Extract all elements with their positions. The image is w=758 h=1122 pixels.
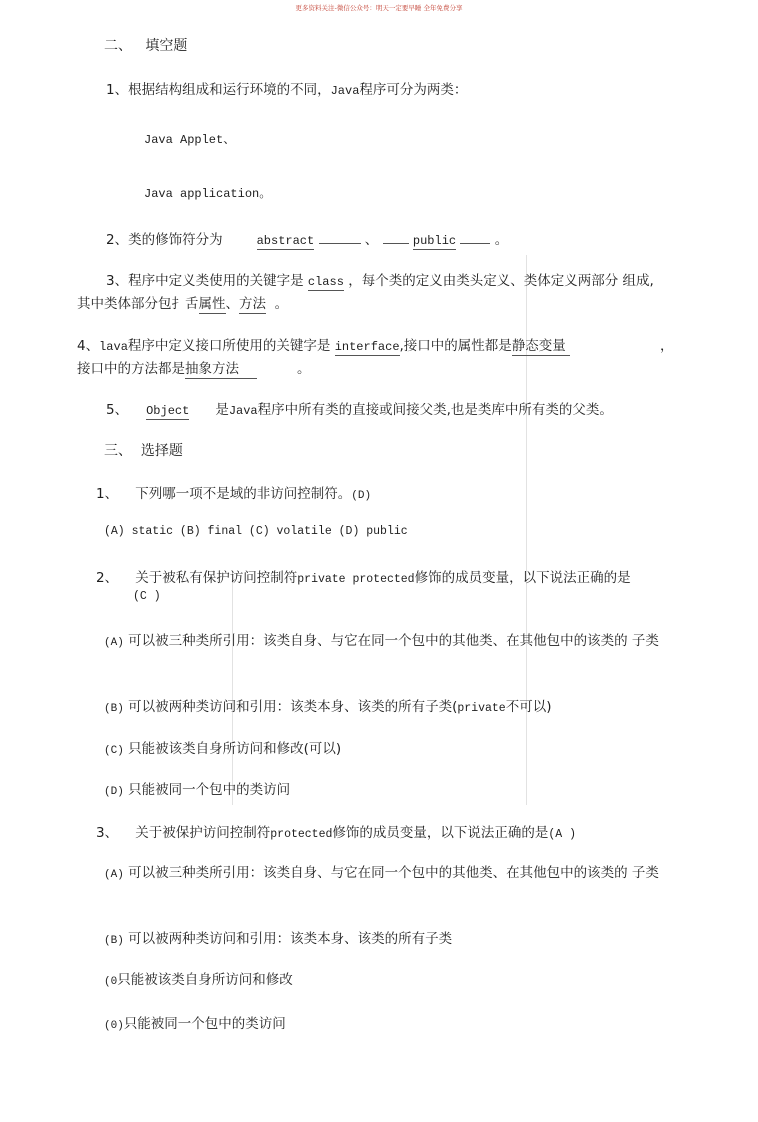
option-text: 只能被该类自身所访问和修改(可以) xyxy=(128,741,342,757)
scan-guide-line-left xyxy=(232,570,233,805)
option-label: (D) xyxy=(104,786,124,798)
section-title: 填空题 xyxy=(145,38,188,54)
option-text: 可以被两种类访问和引用：该类本身、该类的所有子类( xyxy=(128,699,458,715)
question-number: 2、 xyxy=(96,570,119,586)
question-text: ,接口中的属性都是 xyxy=(399,338,512,354)
question-number: 5、 xyxy=(106,402,129,418)
question-text: 下列哪一项不是域的非访问控制符。 xyxy=(135,486,352,502)
option-label: (B) xyxy=(104,935,124,947)
question-1 xyxy=(106,78,467,98)
option-text: 可以被三种类所引用：该类自身、与它在同一个包中的其他类、在其他包中的该类的 子类 xyxy=(128,633,659,649)
question-text: 其中类体部分包扌舌 xyxy=(77,296,199,312)
option-label: (A) xyxy=(104,637,124,649)
option-label: (0 xyxy=(104,976,118,988)
question-number: 1、 xyxy=(96,486,119,502)
option-text: 只能被同一个包中的类访问 xyxy=(123,1016,286,1032)
question-text: 关于被私有保护访问控制符 xyxy=(135,570,298,586)
answer-java-applet: Java Applet、 xyxy=(144,133,236,147)
option-text: 不可以) xyxy=(505,699,552,715)
answer-blank xyxy=(319,231,361,244)
answer-object: Object xyxy=(146,404,190,418)
question-text: 程序中定义类使用的关键字是 xyxy=(128,273,304,289)
mc-q3-option-a xyxy=(104,862,684,887)
keyword: lava xyxy=(99,340,128,354)
mc-question-1 xyxy=(96,482,371,502)
question-4-comma: ， xyxy=(660,338,674,354)
question-text: 根据结构组成和运行环境的不同， xyxy=(128,82,331,98)
question-5 xyxy=(106,398,613,420)
question-text: 关于被保护访问控制符 xyxy=(135,825,271,841)
mc-q3-option-d xyxy=(104,1012,286,1032)
answer-static-variable: 静态变量 xyxy=(512,334,570,356)
option-text: 只能被同一个包中的类访问 xyxy=(128,782,291,798)
answer-class: class xyxy=(307,275,344,289)
answer-attributes: 属性 xyxy=(199,292,226,314)
mc-question-2-answer: (C ) xyxy=(133,590,161,603)
question-4-line-2 xyxy=(77,357,311,379)
mc-question-3 xyxy=(96,821,576,841)
question-number: 3、 xyxy=(96,825,119,841)
mc-q3-option-c xyxy=(104,968,293,988)
question-text: ，每个类的定义由类头定义、类体定义两部分 组成, xyxy=(348,273,654,289)
answer-blank xyxy=(383,231,409,244)
question-text: 程序中定义接口所使用的关键字是 xyxy=(127,338,331,354)
mc-q2-option-c xyxy=(104,737,341,757)
section-heading-multiple-choice xyxy=(104,440,183,460)
answer-abstract-method: 抽象方法 xyxy=(185,357,257,379)
question-text: 是 xyxy=(215,402,229,418)
question-3 xyxy=(106,269,654,291)
question-number: 3、 xyxy=(106,273,129,289)
option-label: (C) xyxy=(104,745,124,757)
option-label: (A) xyxy=(104,869,124,881)
question-2 xyxy=(106,228,508,250)
keyword: Java xyxy=(228,404,258,418)
answer-blank xyxy=(460,231,490,244)
question-text: 类的修饰符分为 xyxy=(128,232,223,248)
question-text: 程序中所有类的直接或间接父类,也是类库中所有类的父类。 xyxy=(257,402,613,418)
option-label: (0) xyxy=(104,1020,124,1032)
section-number: 二、 xyxy=(104,38,132,54)
mc-question-2 xyxy=(96,566,631,586)
question-number: 4、 xyxy=(77,338,100,354)
period: 。 xyxy=(297,361,311,377)
section-number: 三、 xyxy=(104,443,132,459)
answer-methods: 方法 xyxy=(239,292,266,314)
option-text: 可以被两种类访问和引用：该类本身、该类的所有子类 xyxy=(128,931,453,947)
question-3-line-2 xyxy=(77,292,288,314)
keyword: Java xyxy=(330,84,360,98)
mc-q3-option-b xyxy=(104,927,452,947)
question-text: 修饰的成员变量，以下说法正确的是 xyxy=(414,570,631,586)
top-banner: 更多资料关注-微信公众号：明天一定要早睡 全年免费分享 xyxy=(295,4,463,12)
answer-java-application: Java application。 xyxy=(144,187,272,201)
mc-q2-option-b xyxy=(104,695,551,715)
option-label: (B) xyxy=(104,703,124,715)
mc-q2-option-a xyxy=(104,630,684,655)
option-text: 可以被三种类所引用：该类自身、与它在同一个包中的其他类、在其他包中的该类的 子类 xyxy=(128,865,659,881)
answer-abstract: abstract xyxy=(256,234,315,248)
question-text: 接口中的方法都是 xyxy=(77,361,185,377)
keyword: protected xyxy=(270,828,333,841)
question-4 xyxy=(77,334,570,356)
keyword: private xyxy=(457,702,506,715)
period: 。 xyxy=(494,232,509,248)
question-answer: (D) xyxy=(351,490,372,502)
period: 。 xyxy=(274,296,289,312)
section-heading-fill-in xyxy=(104,35,187,55)
section-title: 选择题 xyxy=(140,443,183,459)
keyword: private protected xyxy=(297,573,415,586)
mc-q2-option-d xyxy=(104,778,290,798)
question-text: 程序可分为两类： xyxy=(359,82,468,98)
question-answer: (A ) xyxy=(548,828,576,841)
separator: 、 xyxy=(225,296,239,312)
option-text: 只能被该类自身所访问和修改 xyxy=(117,972,293,988)
separator: 、 xyxy=(364,232,379,248)
question-text: 修饰的成员变量，以下说法正确的是 xyxy=(332,825,549,841)
mc-question-1-options: (A) static (B) final (C) volatile (D) public xyxy=(104,525,408,538)
question-number: 1、 xyxy=(106,82,129,98)
answer-interface: interface xyxy=(334,340,400,354)
answer-public: public xyxy=(412,234,457,248)
question-number: 2、 xyxy=(106,232,129,248)
